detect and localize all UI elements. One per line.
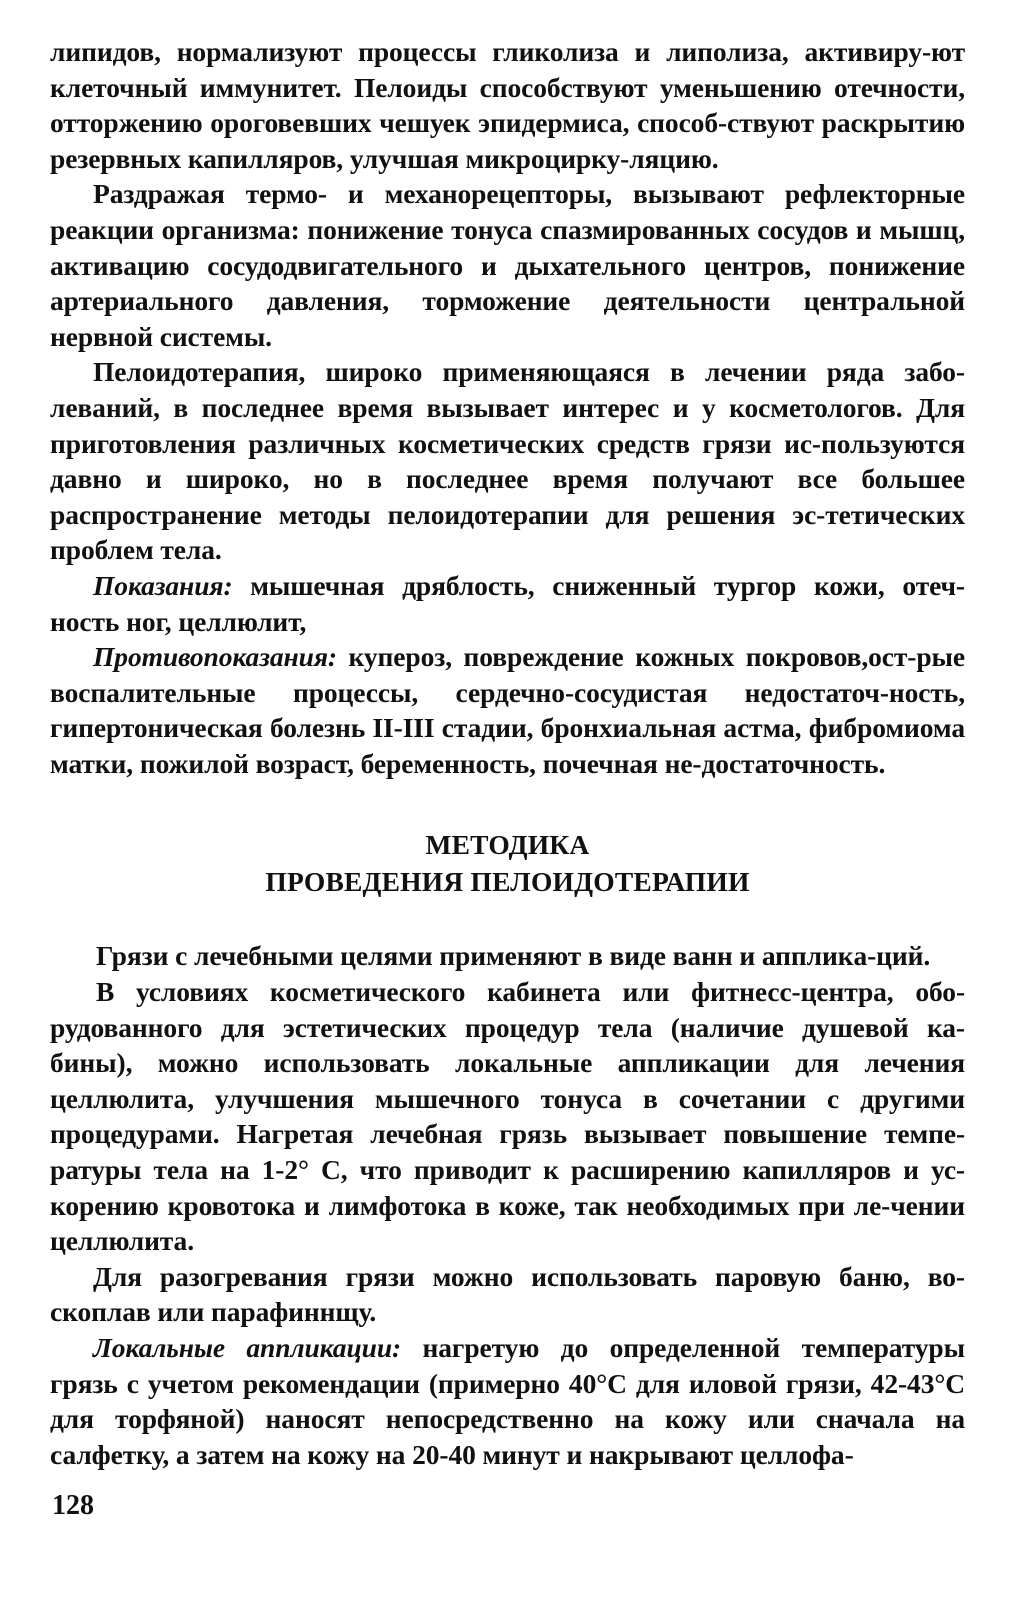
paragraph-continuation bbox=[50, 34, 965, 176]
paragraph-cosmetic-cabinet bbox=[50, 974, 965, 1259]
section-heading bbox=[50, 826, 965, 900]
paragraph-text: купероз, повреждение кожных покровов,ост-рые воспалительные процессы, сердечно-сосудистая недостаточ-ность, гипертоническая болезнь II-III стадии, бронхиальная астма, фибромиома матки, пожилой возраст, беременность, почечная не-достаточность. bbox=[50, 641, 965, 779]
paragraph-text: нагретую до определенной температуры грязь с учетом рекомендации (примерно 40°С для иловой грязи, 42-43°С для торфяной) наносят непосредственно на кожу или сначала на салфетку, а затем на кожу на 20-40 минут и накрывают целлофа- bbox=[50, 1332, 965, 1470]
paragraph-text: В условиях косметического кабинета или фитнесс-центра, обо-рудованного для эстетических процедур тела (наличие душевой ка-бины), можно использовать локальные аппликации для лечения целлюлита, улучшения мышечного тонуса в сочетании с другими процедурами. Нагретая лечебная грязь вызывает повышение темпе-ратуры тела на 1-2° С, что приводит к расширению капилляров и ус-корению кровотока и лимфотока в коже, так необходимых при ле-чении целлюлита. bbox=[50, 976, 965, 1257]
contraindications-label: Противопоказания: bbox=[93, 641, 337, 673]
paragraph-text: мышечная дряблость, сниженный тургор кожи, отеч-ность ног, целлюлит, bbox=[50, 569, 965, 637]
paragraph-text: липидов, нормализуют процессы гликолиза и липолиза, активиру-ют клеточный иммунитет. Пелоиды способствуют уменьшению отечности, отторжению ороговевших чешуек эпидермиса, способ-ствуют раскрытию резервных капилляров, улучшая микроцирку-ляцию. bbox=[50, 36, 965, 174]
heading-line-2: ПРОВЕДЕНИЯ ПЕЛОИДОТЕРАПИИ bbox=[265, 866, 750, 898]
paragraph-indications bbox=[50, 568, 965, 639]
paragraph-peloidotherapy bbox=[50, 354, 965, 568]
paragraph-local-applications bbox=[50, 1330, 965, 1472]
paragraph-heating bbox=[50, 1259, 965, 1330]
heading-line-1: МЕТОДИКА bbox=[425, 829, 590, 861]
paragraph-reflex-reactions bbox=[50, 176, 965, 354]
paragraph-mud-usage bbox=[50, 938, 965, 974]
paragraph-contraindications bbox=[50, 639, 965, 781]
local-applications-label: Локальные аппликации: bbox=[93, 1332, 402, 1363]
page-number: 128 bbox=[52, 1490, 94, 1521]
indications-label: Показания: bbox=[93, 569, 233, 601]
paragraph-text: Пелоидотерапия, широко применяющаяся в лечении ряда забо-леваний, в последнее время вызывает интерес и у косметологов. Для приготовления различных косметических средств грязи ис-пользуются давно и широко, но в последнее время получают все большее распространение методы пелоидотерапии для решения эс-тетических проблем тела. bbox=[50, 356, 965, 566]
paragraph-text: Грязи с лечебными целями применяют в виде ванн и аппликa-ций. bbox=[96, 940, 931, 972]
paragraph-text: Раздражая термо- и механорецепторы, вызывают рефлекторные реакции организма: понижение тонуса спазмированных сосудов и мышц, активацию сосудодвигательного и дыхательного центров, понижение артериального давления, торможение деятельности центральной нервной системы. bbox=[50, 178, 965, 352]
paragraph-text: Для разогревания грязи можно использовать паровую баню, во-скоплав или парафиннщу. bbox=[50, 1260, 965, 1328]
